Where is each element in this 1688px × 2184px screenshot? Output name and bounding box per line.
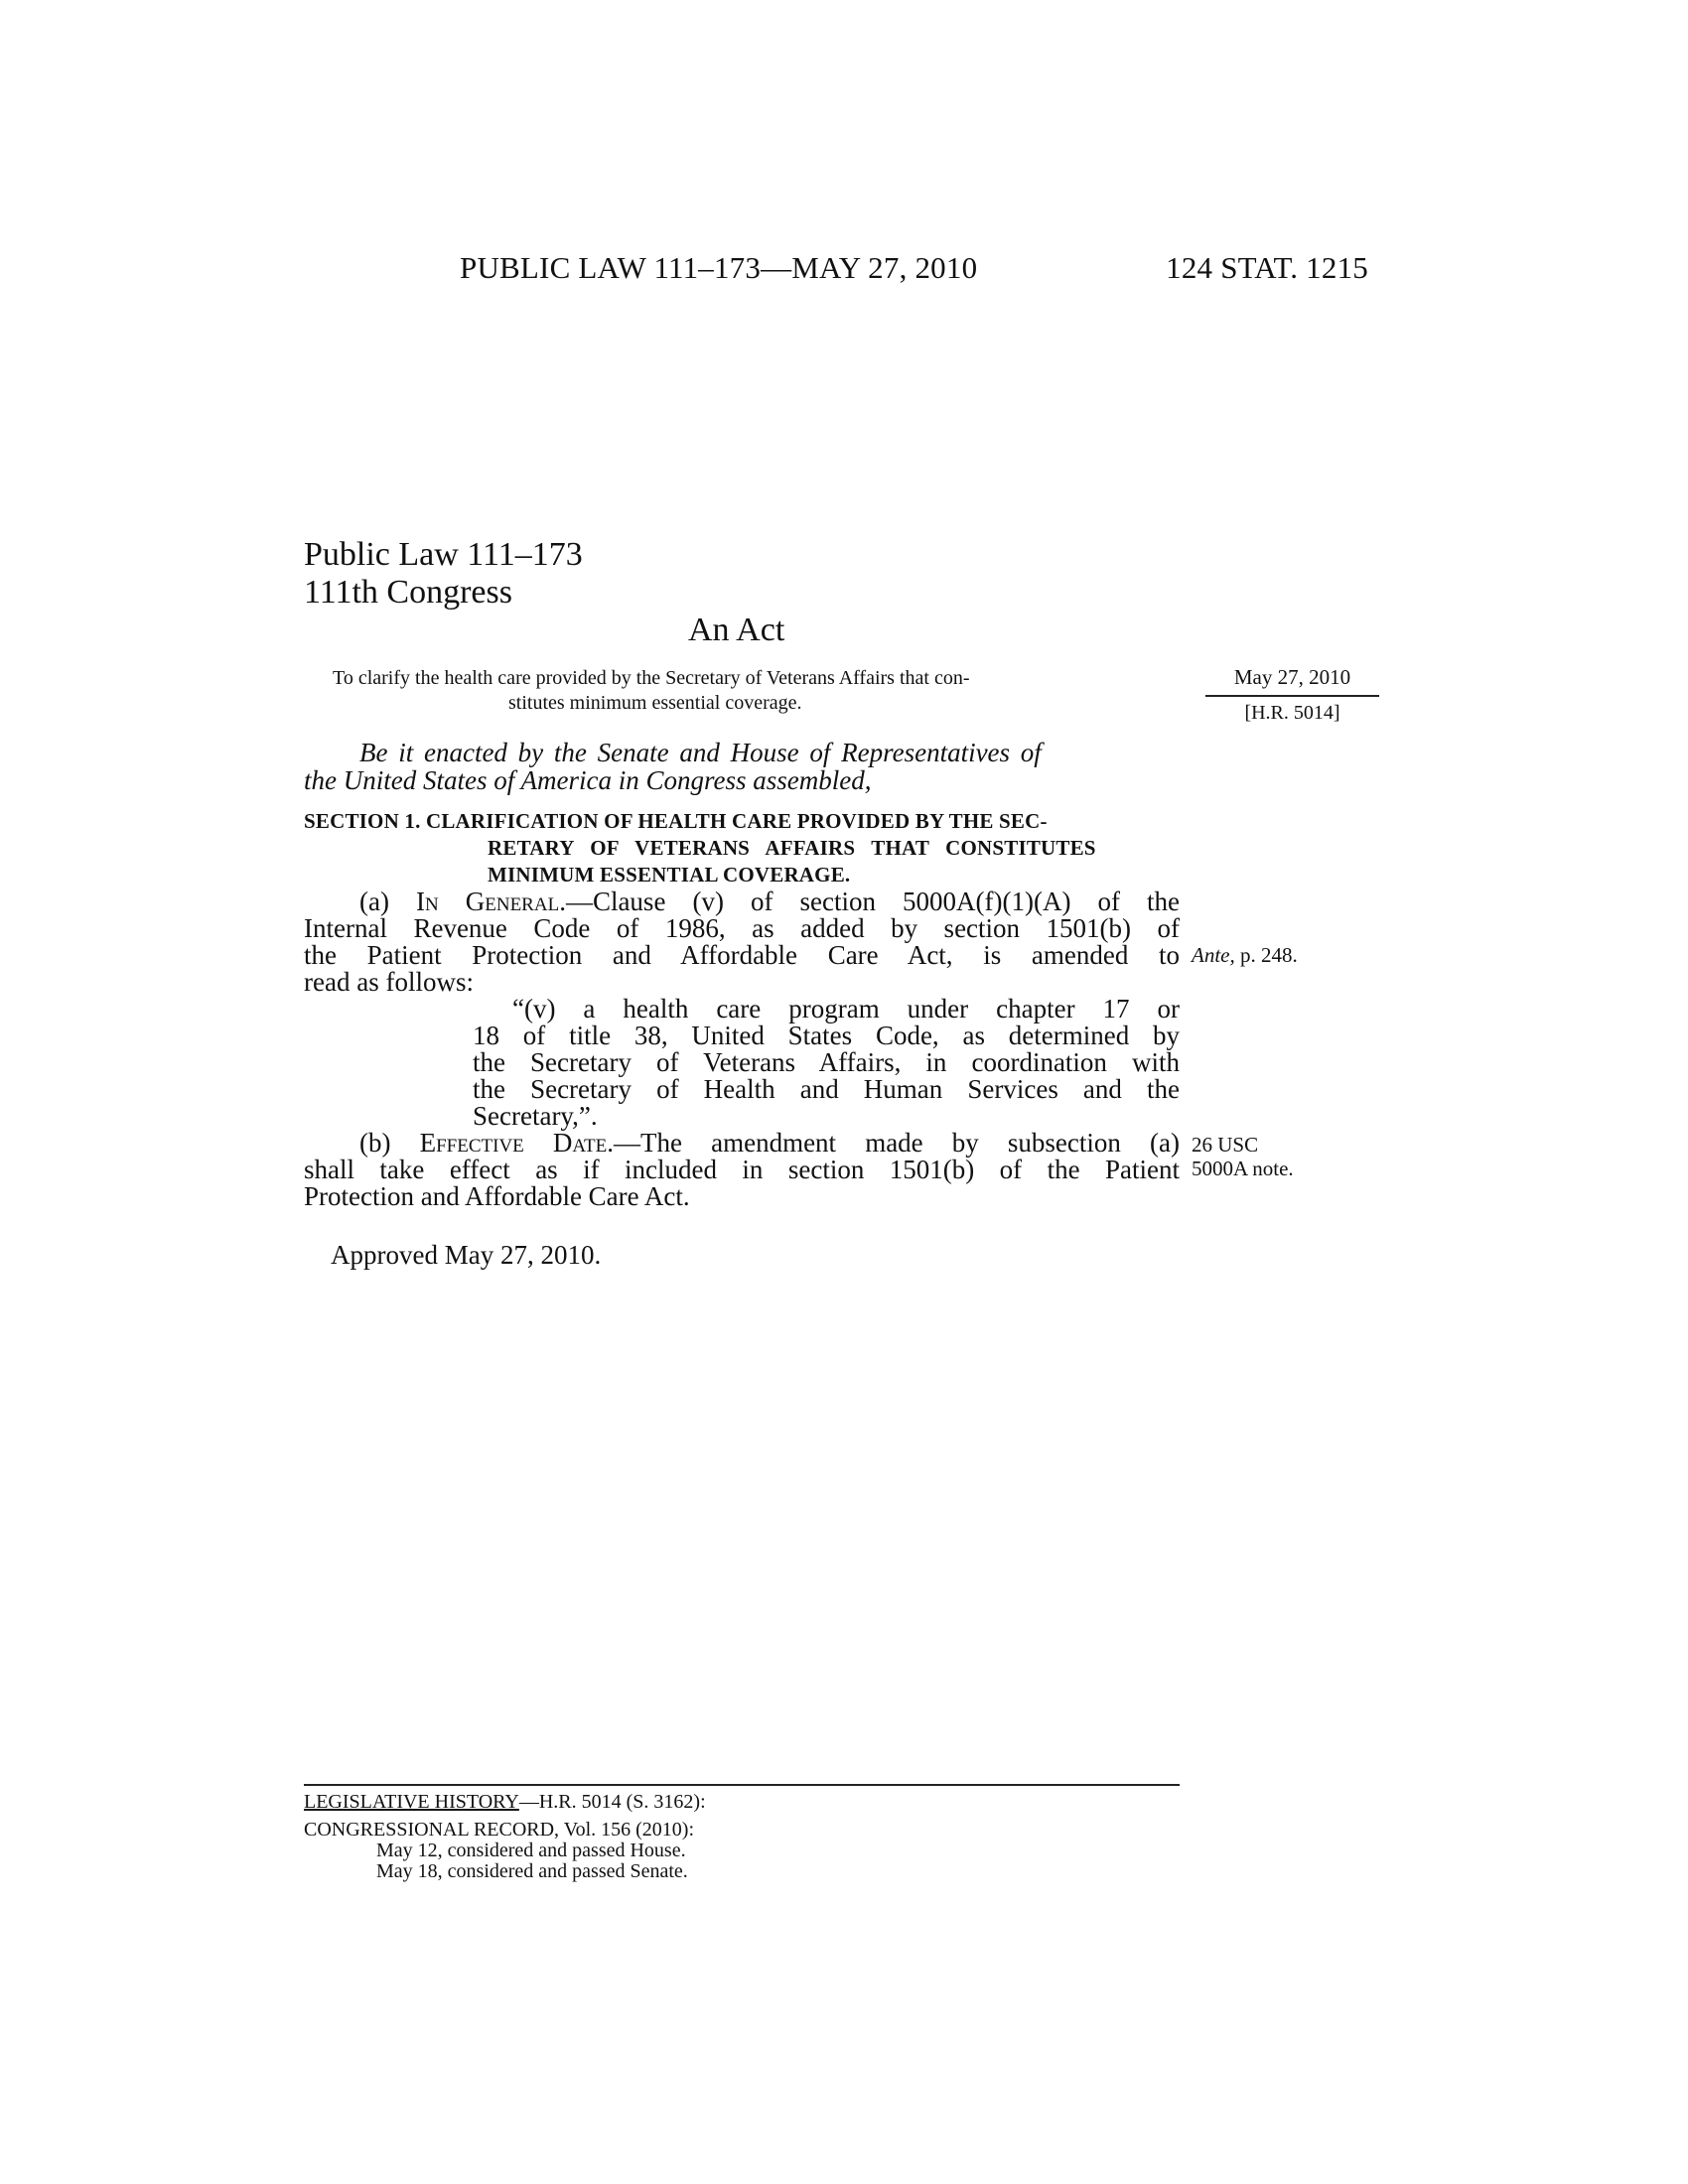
congressional-record: CONGRESSIONAL RECORD, Vol. 156 (2010): (304, 1819, 694, 1841)
section-heading-line: SECTION 1. CLARIFICATION OF HEALTH CARE PROVIDED BY THE SEC- (304, 809, 1048, 833)
subsection-b-line: Protection and Affordable Care Act. (304, 1181, 690, 1211)
act-heading: An Act (688, 612, 785, 648)
congress-number: 111th Congress (304, 574, 512, 611)
quoted-clause-line: 18 of title 38, United States Code, as determined by (473, 1021, 1180, 1050)
approval-date: Approved May 27, 2010. (331, 1240, 602, 1270)
quoted-clause-line: “(v) a health care program under chapter 17 or (512, 994, 1180, 1024)
quoted-clause-line: the Secretary of Health and Human Services and the (473, 1074, 1180, 1104)
ante-page: p. 248. (1234, 943, 1298, 967)
subsection-b-heading: Effective Date (419, 1128, 608, 1158)
statute-page-number: 124 STAT. 1215 (1166, 250, 1368, 285)
legislative-history-label: LEGISLATIVE HISTORY (304, 1791, 519, 1813)
subsection-a-prefix: (a) (359, 887, 416, 916)
legislative-history (304, 1792, 706, 1812)
subsection-a-line: the Patient Protection and Affordable Care Act, is amended to (304, 940, 1180, 970)
margin-bill-number: [H.R. 5014] (1244, 702, 1340, 724)
subsection-a-line: read as follows: (304, 967, 474, 997)
running-header-title: PUBLIC LAW 111–173—MAY 27, 2010 (460, 250, 978, 285)
quoted-clause-line: Secretary,”. (473, 1101, 598, 1131)
subsection-b-text: .—The amendment made by subsection (a) (607, 1128, 1181, 1158)
subsection-b-prefix: (b) (359, 1128, 420, 1158)
ante-label: Ante, (1192, 943, 1235, 967)
margin-ante-reference (1192, 943, 1298, 968)
footer-divider (304, 1784, 1180, 1786)
section-heading-line: RETARY OF VETERANS AFFAIRS THAT CONSTITUTES (488, 836, 1096, 860)
purpose-line: stitutes minimum essential coverage. (508, 692, 802, 714)
quoted-clause-line: the Secretary of Veterans Affairs, in coordination with (473, 1047, 1180, 1077)
public-law-number: Public Law 111–173 (304, 536, 583, 573)
purpose-line: To clarify the health care provided by the Secretary of Veterans Affairs that con- (333, 667, 970, 689)
subsection-a-text: .—Clause (v) of section 5000A(f)(1)(A) of the (559, 887, 1180, 916)
enacting-clause-line: Be it enacted by the Senate and House of Representatives of (359, 738, 1042, 767)
legislative-history-bill: —H.R. 5014 (S. 3162): (518, 1791, 706, 1813)
enacting-clause-line: the United States of America in Congress assembled, (304, 765, 872, 795)
margin-usc-line: 5000A note. (1192, 1157, 1294, 1180)
subsection-a-heading: In General (416, 887, 560, 916)
senate-action: May 18, considered and passed Senate. (376, 1860, 688, 1882)
house-action: May 12, considered and passed House. (376, 1840, 686, 1861)
subsection-a-line: Internal Revenue Code of 1986, as added by section 1501(b) of (304, 913, 1180, 943)
subsection-b-line: shall take effect as if included in section 1501(b) of the Patient (304, 1155, 1180, 1184)
section-heading-line: MINIMUM ESSENTIAL COVERAGE. (488, 863, 851, 887)
margin-date: May 27, 2010 (1205, 665, 1379, 697)
margin-usc-line: 26 USC (1192, 1133, 1259, 1157)
